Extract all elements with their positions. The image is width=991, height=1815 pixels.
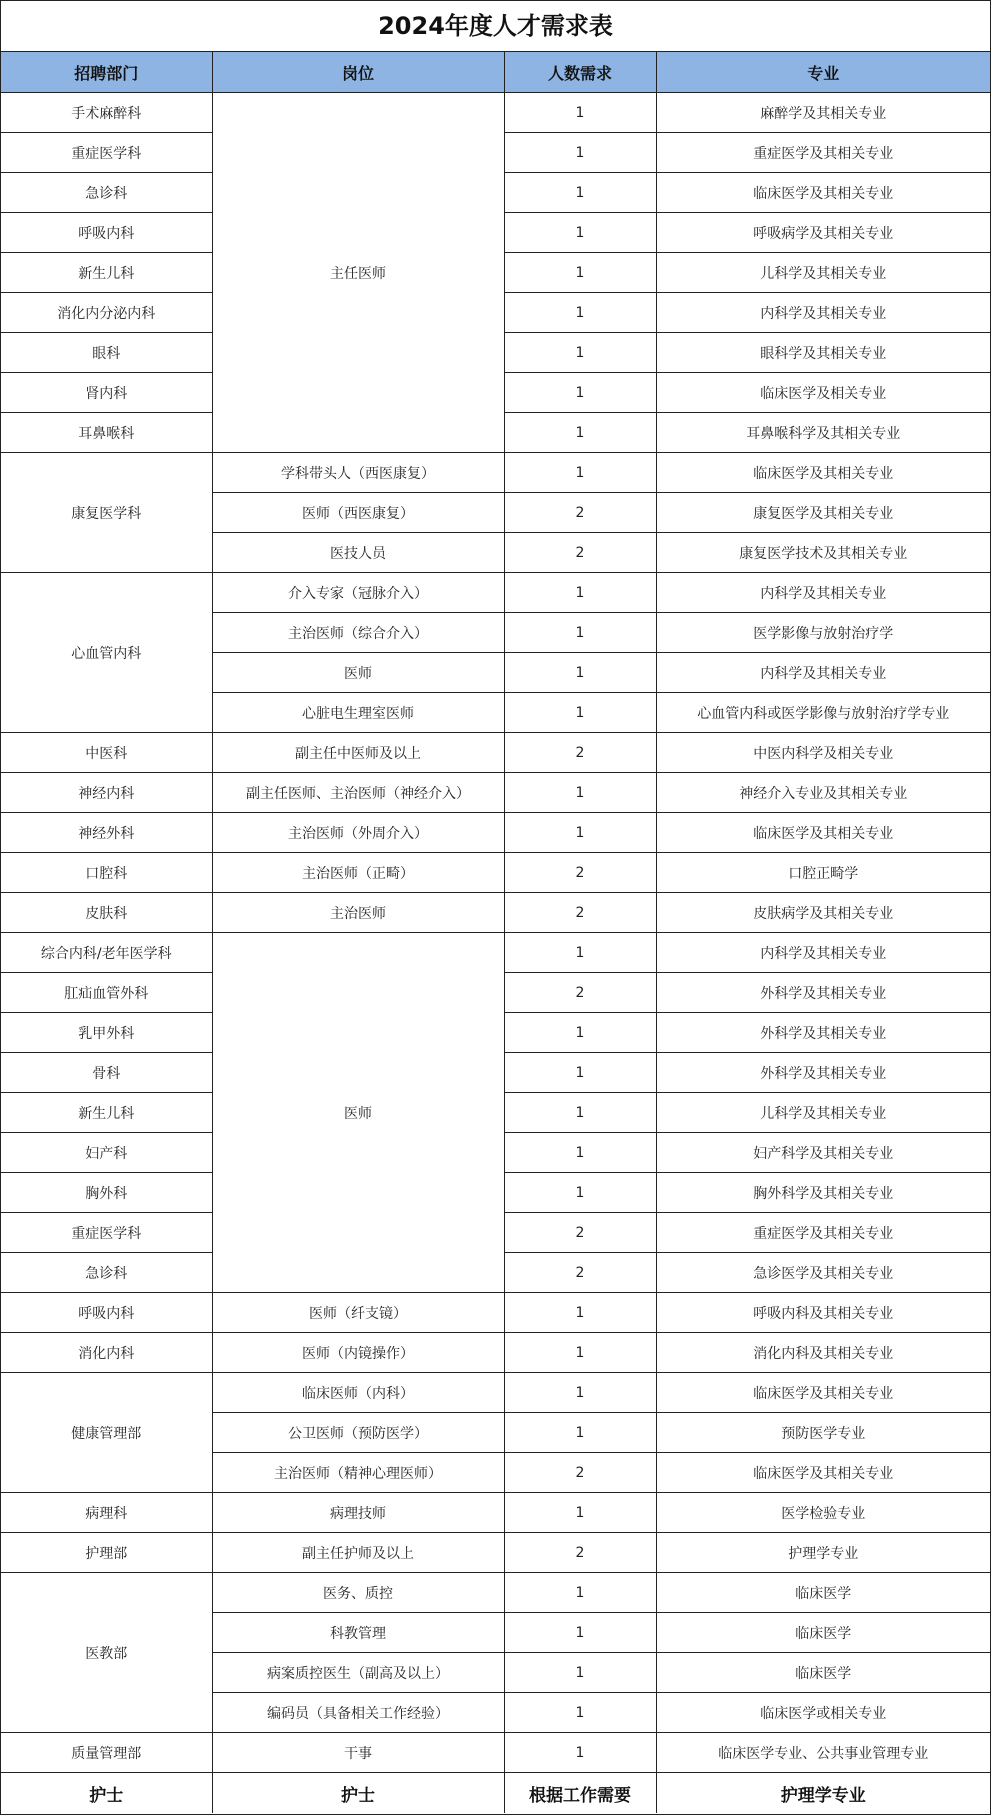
dept-cell: 肾内科 [1,373,212,413]
count-cell: 1 [504,453,656,493]
footer-row [1,1773,990,1814]
count-cell: 1 [504,653,656,693]
count-cell: 1 [504,373,656,413]
major-cell: 麻醉学及其相关专业 [656,93,990,133]
count-cell: 1 [504,213,656,253]
count-cell: 2 [504,493,656,533]
table-row [1,1373,990,1413]
dept-cell: 健康管理部 [1,1373,212,1493]
major-cell: 呼吸病学及其相关专业 [656,213,990,253]
count-cell: 1 [504,1053,656,1093]
table-row [1,93,990,133]
table-row [1,573,990,613]
position-cell: 副主任医师、主治医师（神经介入） [212,773,504,813]
position-cell: 编码员（具备相关工作经验） [212,1693,504,1733]
major-cell: 临床医学及其相关专业 [656,173,990,213]
major-cell: 儿科学及其相关专业 [656,253,990,293]
dept-cell: 重症医学科 [1,133,212,173]
count-cell: 1 [504,693,656,733]
table-row [1,1533,990,1573]
table-row [1,893,990,933]
dept-cell: 新生儿科 [1,1093,212,1133]
position-cell: 主任医师 [212,93,504,453]
table-row [1,813,990,853]
table-row [1,453,990,493]
major-cell: 临床医学专业、公共事业管理专业 [656,1733,990,1773]
major-cell: 消化内科及其相关专业 [656,1333,990,1373]
major-cell: 重症医学及其相关专业 [656,133,990,173]
major-cell: 皮肤病学及其相关专业 [656,893,990,933]
dept-cell: 呼吸内科 [1,1293,212,1333]
position-cell: 公卫医师（预防医学） [212,1413,504,1453]
footer-major: 护理学专业 [656,1773,990,1814]
count-cell: 1 [504,173,656,213]
header-major: 专业 [656,52,990,93]
dept-cell: 急诊科 [1,173,212,213]
table-row [1,933,990,973]
table-row [1,733,990,773]
count-cell: 1 [504,93,656,133]
dept-cell: 呼吸内科 [1,213,212,253]
dept-cell: 消化内科 [1,1333,212,1373]
major-cell: 临床医学及其相关专业 [656,1373,990,1413]
position-cell: 病案质控医生（副高及以上） [212,1653,504,1693]
count-cell: 2 [504,1453,656,1493]
count-cell: 1 [504,253,656,293]
header-position: 岗位 [212,52,504,93]
dept-cell: 重症医学科 [1,1213,212,1253]
major-cell: 神经介入专业及其相关专业 [656,773,990,813]
count-cell: 2 [504,853,656,893]
count-cell: 1 [504,1373,656,1413]
dept-cell: 质量管理部 [1,1733,212,1773]
count-cell: 1 [504,1013,656,1053]
major-cell: 预防医学专业 [656,1413,990,1453]
position-cell: 副主任中医师及以上 [212,733,504,773]
count-cell: 1 [504,1413,656,1453]
dept-cell: 骨科 [1,1053,212,1093]
major-cell: 内科学及其相关专业 [656,573,990,613]
count-cell: 1 [504,333,656,373]
position-cell: 主治医师（外周介入） [212,813,504,853]
header-count: 人数需求 [504,52,656,93]
major-cell: 临床医学及其相关专业 [656,453,990,493]
position-cell: 介入专家（冠脉介入） [212,573,504,613]
count-cell: 1 [504,413,656,453]
major-cell: 外科学及其相关专业 [656,973,990,1013]
dept-cell: 手术麻醉科 [1,93,212,133]
count-cell: 1 [504,813,656,853]
count-cell: 1 [504,133,656,173]
major-cell: 眼科学及其相关专业 [656,333,990,373]
major-cell: 临床医学及其相关专业 [656,813,990,853]
table-row [1,1733,990,1773]
demand-table [1,52,990,1813]
major-cell: 呼吸内科及其相关专业 [656,1293,990,1333]
position-cell: 主治医师（精神心理医师） [212,1453,504,1493]
dept-cell: 心血管内科 [1,573,212,733]
major-cell: 临床医学 [656,1613,990,1653]
count-cell: 1 [504,933,656,973]
major-cell: 重症医学及其相关专业 [656,1213,990,1253]
major-cell: 儿科学及其相关专业 [656,1093,990,1133]
count-cell: 1 [504,573,656,613]
count-cell: 1 [504,1653,656,1693]
count-cell: 1 [504,293,656,333]
footer-position: 护士 [212,1773,504,1814]
major-cell: 内科学及其相关专业 [656,933,990,973]
major-cell: 护理学专业 [656,1533,990,1573]
position-cell: 医务、质控 [212,1573,504,1613]
count-cell: 1 [504,1333,656,1373]
position-cell: 医师（内镜操作） [212,1333,504,1373]
dept-cell: 消化内分泌内科 [1,293,212,333]
dept-cell: 中医科 [1,733,212,773]
header-row [1,52,990,93]
major-cell: 口腔正畸学 [656,853,990,893]
count-cell: 2 [504,1213,656,1253]
major-cell: 临床医学及相关专业 [656,373,990,413]
table-row [1,1573,990,1613]
count-cell: 1 [504,1293,656,1333]
major-cell: 胸外科学及其相关专业 [656,1173,990,1213]
table-row [1,1333,990,1373]
count-cell: 2 [504,973,656,1013]
count-cell: 1 [504,613,656,653]
count-cell: 1 [504,773,656,813]
count-cell: 1 [504,1573,656,1613]
position-cell: 临床医师（内科） [212,1373,504,1413]
major-cell: 康复医学及其相关专业 [656,493,990,533]
table-row [1,1293,990,1333]
dept-cell: 耳鼻喉科 [1,413,212,453]
count-cell: 1 [504,1133,656,1173]
position-cell: 医师（西医康复） [212,493,504,533]
position-cell: 主治医师 [212,893,504,933]
major-cell: 内科学及其相关专业 [656,653,990,693]
dept-cell: 急诊科 [1,1253,212,1293]
dept-cell: 妇产科 [1,1133,212,1173]
position-cell: 副主任护师及以上 [212,1533,504,1573]
position-cell: 心脏电生理室医师 [212,693,504,733]
count-cell: 1 [504,1093,656,1133]
major-cell: 外科学及其相关专业 [656,1053,990,1093]
count-cell: 2 [504,1533,656,1573]
sheet-title: 2024年度人才需求表 [1,1,990,52]
dept-cell: 乳甲外科 [1,1013,212,1053]
table-body [1,93,990,1773]
count-cell: 2 [504,533,656,573]
major-cell: 中医内科学及相关专业 [656,733,990,773]
count-cell: 2 [504,893,656,933]
count-cell: 2 [504,1253,656,1293]
footer-dept: 护士 [1,1773,212,1814]
dept-cell: 口腔科 [1,853,212,893]
major-cell: 医学检验专业 [656,1493,990,1533]
footer-count: 根据工作需要 [504,1773,656,1814]
major-cell: 妇产科学及其相关专业 [656,1133,990,1173]
major-cell: 内科学及其相关专业 [656,293,990,333]
position-cell: 主治医师（综合介入） [212,613,504,653]
position-cell: 医技人员 [212,533,504,573]
position-cell: 医师 [212,933,504,1293]
major-cell: 急诊医学及其相关专业 [656,1253,990,1293]
dept-cell: 胸外科 [1,1173,212,1213]
count-cell: 1 [504,1173,656,1213]
major-cell: 耳鼻喉科学及其相关专业 [656,413,990,453]
dept-cell: 神经外科 [1,813,212,853]
table-row [1,1493,990,1533]
count-cell: 1 [504,1613,656,1653]
major-cell: 医学影像与放射治疗学 [656,613,990,653]
position-cell: 医师 [212,653,504,693]
dept-cell: 病理科 [1,1493,212,1533]
dept-cell: 护理部 [1,1533,212,1573]
header-dept: 招聘部门 [1,52,212,93]
major-cell: 临床医学或相关专业 [656,1693,990,1733]
count-cell: 1 [504,1493,656,1533]
position-cell: 病理技师 [212,1493,504,1533]
major-cell: 临床医学 [656,1653,990,1693]
major-cell: 心血管内科或医学影像与放射治疗学专业 [656,693,990,733]
position-cell: 干事 [212,1733,504,1773]
count-cell: 1 [504,1733,656,1773]
dept-cell: 皮肤科 [1,893,212,933]
major-cell: 外科学及其相关专业 [656,1013,990,1053]
position-cell: 学科带头人（西医康复） [212,453,504,493]
dept-cell: 眼科 [1,333,212,373]
table-row [1,773,990,813]
count-cell: 1 [504,1693,656,1733]
dept-cell: 新生儿科 [1,253,212,293]
dept-cell: 综合内科/老年医学科 [1,933,212,973]
position-cell: 科教管理 [212,1613,504,1653]
major-cell: 康复医学技术及其相关专业 [656,533,990,573]
dept-cell: 神经内科 [1,773,212,813]
position-cell: 医师（纤支镜） [212,1293,504,1333]
major-cell: 临床医学 [656,1573,990,1613]
dept-cell: 肛疝血管外科 [1,973,212,1013]
table-row [1,853,990,893]
dept-cell: 医教部 [1,1573,212,1733]
position-cell: 主治医师（正畸） [212,853,504,893]
dept-cell: 康复医学科 [1,453,212,573]
count-cell: 2 [504,733,656,773]
major-cell: 临床医学及其相关专业 [656,1453,990,1493]
